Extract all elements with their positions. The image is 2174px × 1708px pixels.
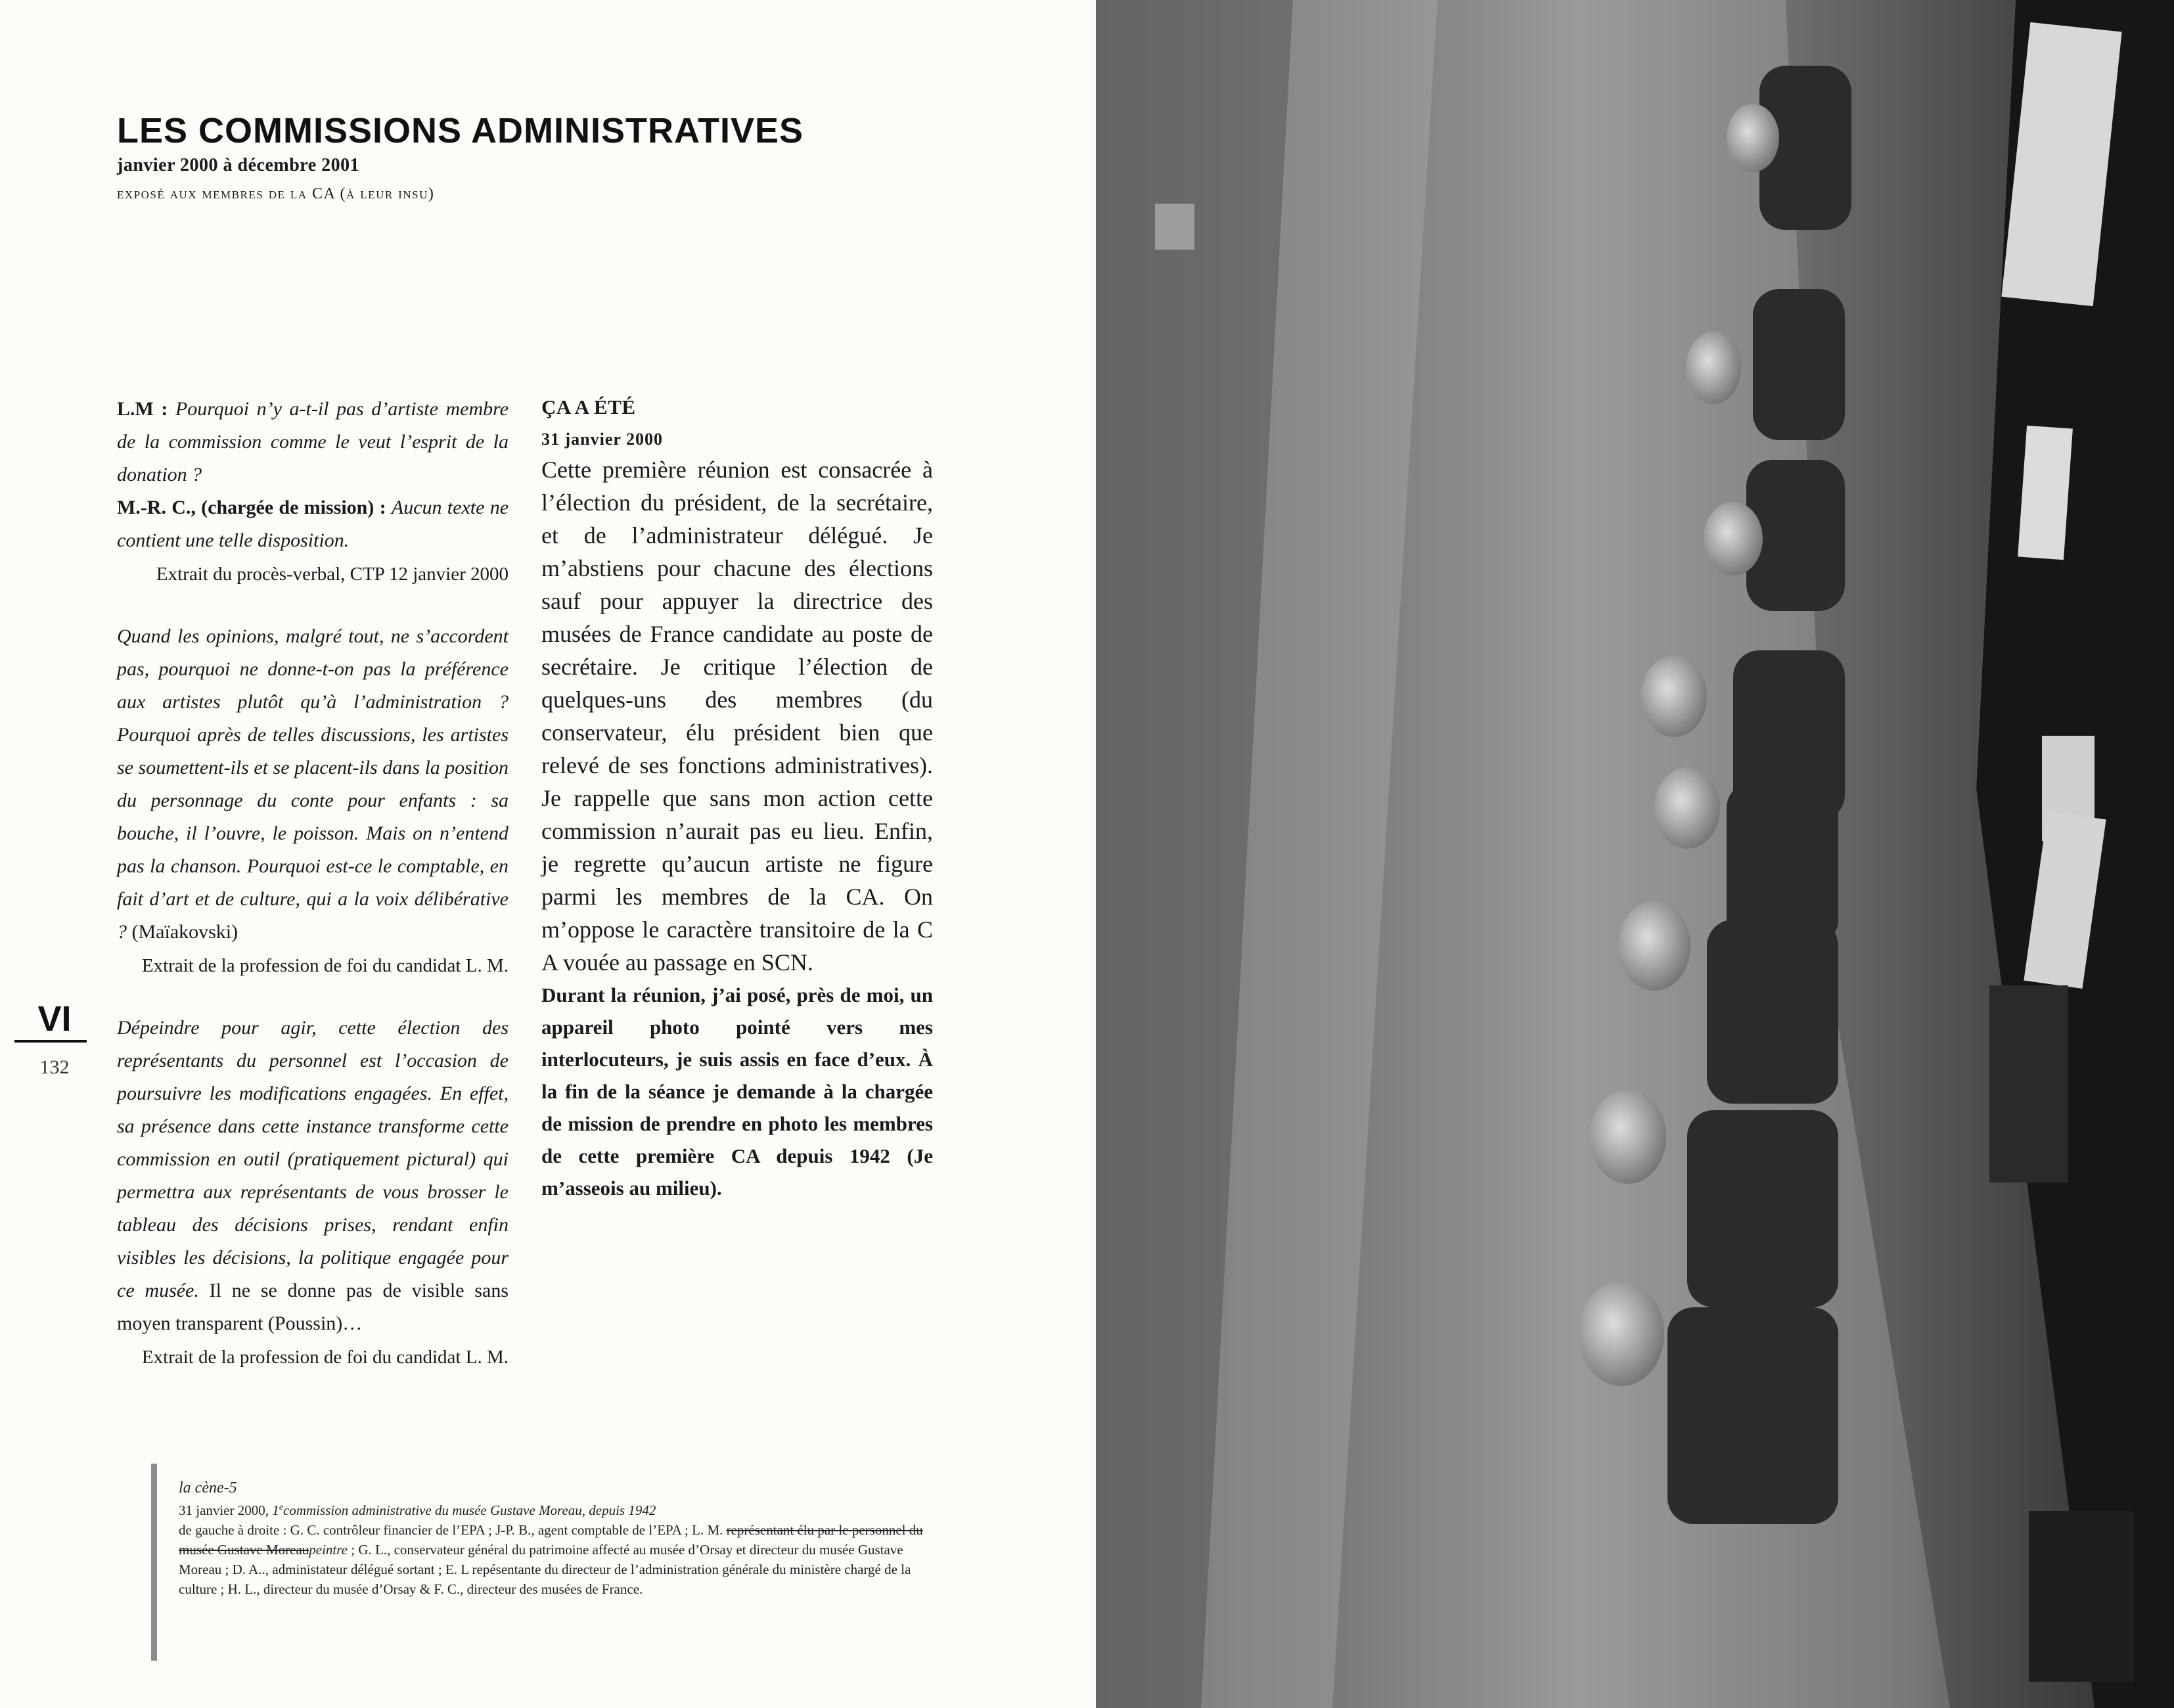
- face: [1579, 1281, 1664, 1386]
- caption-struck-text: représentant élu par le personnel du musée Gustave Moreau: [179, 1522, 923, 1558]
- photo-caption: [179, 1478, 928, 1599]
- quote-maiakovski: [117, 620, 509, 949]
- answer-text: Aucun texte ne contient une telle disposition.: [117, 497, 509, 551]
- quote-poussin: Il ne se donne pas de visible sans moyen transparent (Poussin)…: [117, 1280, 509, 1334]
- citation-proces-verbal: Extrait du procès-verbal, CTP 12 janvier 2000: [156, 564, 509, 585]
- chair: [1989, 985, 2068, 1182]
- caption-title: la cène-5: [179, 1479, 237, 1496]
- citation-profession-foi-1: Extrait de la profession de foi du candidat L. M.: [141, 955, 509, 976]
- dialogue-question: [117, 393, 509, 491]
- face: [1727, 104, 1779, 172]
- spacer: [117, 589, 509, 620]
- caption-line: [179, 1498, 928, 1520]
- section-date: 31 janvier 2000: [541, 430, 663, 449]
- spacer: [117, 980, 509, 1012]
- face: [1641, 656, 1707, 737]
- quote-text: Quand les opinions, malgré tout, ne s’accordent pas, pourquoi ne donne-t-on pas la préférence aux artistes plutôt qu’à l’administration ? Pourquoi après de telles discussions, les artistes se soumettent-ils et se placent-ils dans la position du personnage du conte pour enfants : sa bouche, il l’ouvre, le poisson. Mais on n’entend pas la chanson. Pourquoi est-ce le comptable, en fait d’art et de culture, qui a la voix délibérative ?: [117, 625, 509, 943]
- face: [1590, 1089, 1666, 1184]
- quote-attribution: (Maïakovski): [131, 921, 238, 943]
- left-column: [117, 393, 509, 1372]
- document: [2018, 426, 2073, 560]
- caption-bar: [151, 1464, 157, 1661]
- seated-person-8: [1667, 1307, 1838, 1524]
- seated-person-2: [1753, 289, 1845, 440]
- body-bold-paragraph: Durant la réunion, j’ai posé, près de moi, un appareil photo pointé vers mes interlocuteurs, je suis assis en face d’eux. À la fin de la séance je demande à la chargée de mission de prendre en photo les membres de cette première CA depuis 1942 (Je m’asseois au milieu).: [541, 983, 933, 1200]
- caption-date: 31 janvier 2000,: [179, 1502, 269, 1518]
- section-heading: ÇA A ÉTÉ: [541, 395, 636, 418]
- meeting-photograph: [1096, 0, 2174, 1708]
- face: [1686, 332, 1741, 404]
- page-number: 132: [39, 1056, 70, 1078]
- chair: [2029, 1511, 2134, 1682]
- caption-body: [179, 1520, 928, 1599]
- question-text: Pourquoi n’y a-t-il pas d’artiste membre de la commission comme le veut l’esprit de la donation ?: [117, 398, 509, 485]
- dialogue-answer: [117, 491, 509, 557]
- seated-person-7: [1687, 1110, 1838, 1307]
- caption-part-c: ; G. L., conservateur général du patrimoine affecté au musée d’Orsay et directeur du musée Gustave Moreau ; D. A.., administateur délégué sortant ; E. L repésentante du directeur de l’administration générale du ministère chargé de la culture ; H. L., directeur du musée d’Orsay & F. C., directeur des musées de France.: [179, 1542, 911, 1597]
- caption-commission: commission administrative du musée Gustave Moreau, depuis 1942: [283, 1502, 656, 1518]
- page-title: LES COMMISSIONS ADMINISTRATIVES: [117, 111, 804, 150]
- chapter-number: VI: [37, 999, 72, 1039]
- seated-person-6: [1707, 920, 1838, 1104]
- caption-part-a: de gauche à droite : G. C. contrôleur financier de l’EPA ; J-P. B., agent comptable de l’EPA ; L. M.: [179, 1522, 723, 1538]
- speaker-mrc: M.-R. C., (chargée de mission) :: [117, 497, 386, 518]
- face: [1618, 901, 1690, 991]
- citation-profession-foi-2: Extrait de la profession de foi du candidat L. M.: [141, 1347, 509, 1368]
- face: [1654, 767, 1720, 849]
- face: [1704, 502, 1763, 575]
- quote-depeindre: [117, 1012, 509, 1340]
- quote-text: Dépeindre pour agir, cette élection des représentants du personnel est l’occasion de poursuivre les modifications engagées. En effet, sa présence dans cette instance transforme cette commission en outil (pratiquement pictural) qui permettra aux représentants de vous brosser le tableau des décisions prises, rendant enfin visibles les décisions, la politique engagée pour ce musée.: [117, 1017, 509, 1301]
- photo-page: [1096, 0, 2174, 1708]
- wall-fixture: [1155, 204, 1194, 250]
- date-range: janvier 2000 à décembre 2001: [117, 155, 360, 175]
- speaker-lm: L.M :: [117, 398, 168, 420]
- caption-ordinal: 1e: [272, 1502, 284, 1518]
- right-column: [541, 393, 933, 1204]
- body-paragraph: Cette première réunion est consacrée à l’élection du président, de la secrétaire, et de l’administrateur délégué. Je m’abstiens pour chacune des élections sauf pour appuyer la directrice des musées de France candidate au poste de secrétaire. Je critique l’élection de quelques-uns des membres (du conservateur, élu président bien que relevé de ses fonctions administratives). Je rappelle que sans mon action cette commission n’aurait pas eu lieu. Enfin, je regrette qu’aucun artiste ne figure parmi les membres de la CA. On m’oppose le caractère transitoire de la C A vouée au passage en SCN.: [541, 457, 933, 976]
- caption-peintre: peintre: [309, 1542, 348, 1558]
- subtitle: exposé aux membres de la CA (à leur insu): [117, 185, 435, 202]
- chapter-rule: [14, 1040, 87, 1043]
